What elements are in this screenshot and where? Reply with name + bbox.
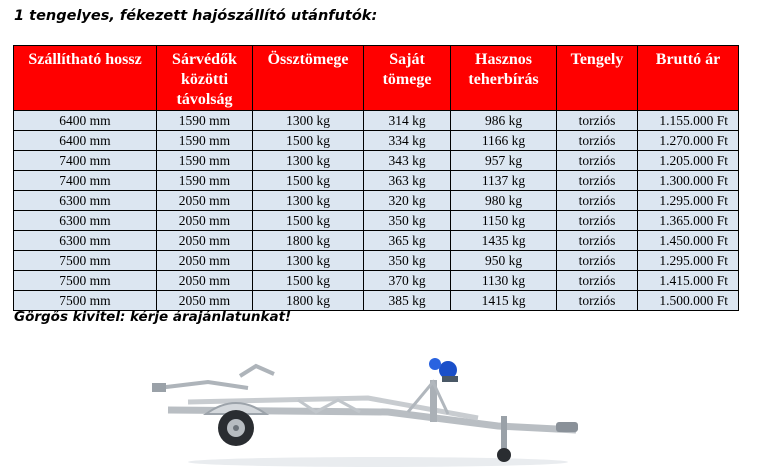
cell-fender-distance: 2050 mm [157,271,253,291]
cell-payload: 1130 kg [451,271,557,291]
cell-length: 7400 mm [14,151,157,171]
cell-own-weight: 370 kg [364,271,451,291]
cell-length: 6400 mm [14,131,157,151]
cell-gross-price: 1.500.000 Ft [638,291,739,311]
rear-support-arm [158,382,248,388]
cell-axle: torziós [557,231,638,251]
header-axle: Tengely [557,46,638,111]
cell-own-weight: 343 kg [364,151,451,171]
cell-axle: torziós [557,291,638,311]
wheel-hub [233,425,239,431]
cell-axle: torziós [557,131,638,151]
cell-gross-price: 1.450.000 Ft [638,231,739,251]
header-gross-price: Bruttó ár [638,46,739,111]
rear-upright [240,366,274,376]
trailer-price-table [13,45,739,311]
cell-gross-price: 1.300.000 Ft [638,171,739,191]
header-own-weight: Saját tömege [364,46,451,111]
cell-total-weight: 1500 kg [253,211,364,231]
cell-payload: 1137 kg [451,171,557,191]
cell-total-weight: 1300 kg [253,191,364,211]
cell-gross-price: 1.205.000 Ft [638,151,739,171]
cell-gross-price: 1.155.000 Ft [638,111,739,131]
cell-payload: 1150 kg [451,211,557,231]
cell-axle: torziós [557,151,638,171]
cell-length: 6300 mm [14,231,157,251]
cell-own-weight: 365 kg [364,231,451,251]
cell-fender-distance: 2050 mm [157,191,253,211]
cell-fender-distance: 2050 mm [157,211,253,231]
boat-trailer-photo [148,352,580,470]
cell-fender-distance: 1590 mm [157,111,253,131]
jockey-wheel [497,448,511,462]
cell-own-weight: 350 kg [364,251,451,271]
cell-payload: 950 kg [451,251,557,271]
cell-fender-distance: 2050 mm [157,251,253,271]
cell-axle: torziós [557,211,638,231]
cell-total-weight: 1300 kg [253,251,364,271]
cell-axle: torziós [557,111,638,131]
cell-payload: 986 kg [451,111,557,131]
winch-mount [442,376,458,382]
cell-length: 6300 mm [14,211,157,231]
table-row [14,211,739,231]
table-header-row [14,46,739,111]
cell-own-weight: 320 kg [364,191,451,211]
cell-gross-price: 1.295.000 Ft [638,191,739,211]
cell-fender-distance: 2050 mm [157,291,253,311]
cell-own-weight: 314 kg [364,111,451,131]
cell-length: 7500 mm [14,271,157,291]
cell-total-weight: 1300 kg [253,151,364,171]
cell-axle: torziós [557,191,638,211]
cell-total-weight: 1300 kg [253,111,364,131]
cell-fender-distance: 1590 mm [157,131,253,151]
cell-total-weight: 1800 kg [253,291,364,311]
cell-payload: 1435 kg [451,231,557,251]
cell-axle: torziós [557,171,638,191]
cell-gross-price: 1.415.000 Ft [638,271,739,291]
roller-version-note: Görgős kivitel: kérje árajánlatunkat! [14,309,292,325]
cell-length: 6300 mm [14,191,157,211]
table-row [14,251,739,271]
header-length: Szállítható hossz [14,46,157,111]
table-row [14,131,739,151]
table-body [14,111,739,311]
hitch-coupling [556,422,578,432]
table-row [14,291,739,311]
cell-own-weight: 363 kg [364,171,451,191]
cell-total-weight: 1500 kg [253,171,364,191]
table-row [14,231,739,251]
cell-total-weight: 1500 kg [253,271,364,291]
cell-length: 6400 mm [14,111,157,131]
cell-own-weight: 350 kg [364,211,451,231]
cell-gross-price: 1.270.000 Ft [638,131,739,151]
cell-length: 7400 mm [14,171,157,191]
cell-gross-price: 1.365.000 Ft [638,211,739,231]
rear-bunk [152,383,166,392]
cell-payload: 1415 kg [451,291,557,311]
cell-payload: 957 kg [451,151,557,171]
table-row [14,271,739,291]
cell-fender-distance: 1590 mm [157,151,253,171]
cell-length: 7500 mm [14,291,157,311]
header-payload: Hasznos teherbírás [451,46,557,111]
cell-axle: torziós [557,271,638,291]
header-fender-distance: Sárvédők közötti távolság [157,46,253,111]
cell-own-weight: 334 kg [364,131,451,151]
header-total-weight: Össztömege [253,46,364,111]
table-row [14,191,739,211]
cell-total-weight: 1500 kg [253,131,364,151]
cell-gross-price: 1.295.000 Ft [638,251,739,271]
cell-payload: 980 kg [451,191,557,211]
cell-own-weight: 385 kg [364,291,451,311]
ground-shadow [188,457,568,467]
cell-fender-distance: 1590 mm [157,171,253,191]
table-row [14,151,739,171]
cell-axle: torziós [557,251,638,271]
table-row [14,171,739,191]
cell-payload: 1166 kg [451,131,557,151]
cell-fender-distance: 2050 mm [157,231,253,251]
page-heading: 1 tengelyes, fékezett hajószállító utánfutók: [14,8,378,24]
winch-roller [429,358,441,370]
table-row [14,111,739,131]
cell-total-weight: 1800 kg [253,231,364,251]
cell-length: 7500 mm [14,251,157,271]
